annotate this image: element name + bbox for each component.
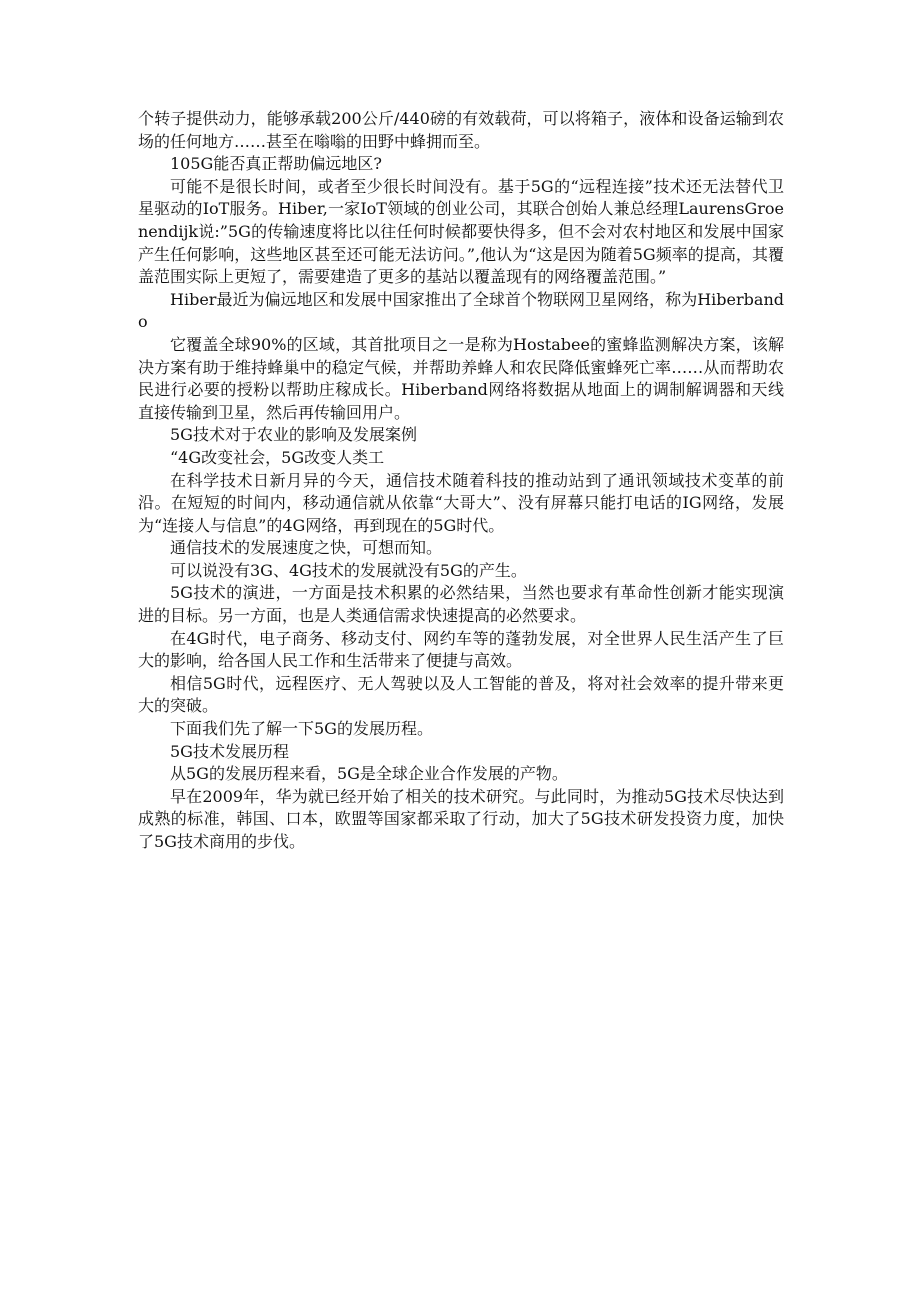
paragraph-3g-4g: 可以说没有3G、4G技术的发展就没有5G的产生。 [170,560,527,580]
paragraph-global-cooperation: 从5G的发展历程来看，5G是全球企业合作发展的产物。 [170,764,568,784]
paragraph-evolution: 5G技术的演进，一方面是技术积累的必然结果，当然也要求有革命性创新才能实现演进的目标。另一方面，也是人类通信需求快速提高的必然要求。 [138,583,784,626]
section-heading-agriculture: 5G技术对于农业的影响及发展案例 [170,425,417,445]
paragraph-4g-era: 在4G时代，电子商务、移动支付、网约车等的蓬勃发展，对全世界人民生活产生了巨大的影响，给各国人民工作和生活带来了便捷与高效。 [138,628,784,671]
paragraph-communication-tech: 在科学技术日新月异的今天，通信技术随着科技的推动站到了通讯领域技术变革的前沿。在短短的时间内，移动通信就从依靠“大哥大”、没有屏幕只能打电话的IG网络，发展为“连接人与信息”的4G网络，再到现在的5G时代。 [138,470,784,535]
paragraph-remote-connection: 可能不是很长时间，或者至少很长时间没有。基于5G的“远程连接”技术还无法替代卫星驱动的IoT服务。Hiber,一家IoT领域的创业公司，其联合创始人兼总经理LaurensGroenendijk说:”5G的传输速度将比以往任何时候都要快得多，但不会对农村地区和发展中国家产生任何影响，这些地区甚至还可能无法访问。”,他认为“这是因为随着5G频率的提高，其覆盖范围实际上更短了，需要建造了更多的基站以覆盖现有的网络覆盖范围。” [138,176,784,287]
paragraph-speed: 通信技术的发展速度之快，可想而知。 [170,538,443,558]
section-heading-remote-areas: 105G能否真正帮助偏远地区? [170,154,382,174]
section-heading-history: 5G技术发展历程 [170,741,289,761]
paragraph-continuation: 个转子提供动力，能够承载200公斤/440磅的有效载荷，可以将箱子，液体和设备运输到农场的任何地方……甚至在嗡嗡的田野中蜂拥而至。 [138,109,784,151]
section-quote: “4G改变社会，5G改变人类工 [170,447,385,467]
paragraph-2009: 早在2009年，华为就已经开始了相关的技术研究。与此同时，为推动5G技术尽快达到成熟的标准，韩国、口本，欧盟等国家都采取了行动，加大了5G技术研发投资力度，加快了5G技术商用的步伐。 [138,786,784,851]
paragraph-hiber-network: Hiber最近为偏远地区和发展中国家推出了全球首个物联网卫星网络，称为Hiberbando [138,289,784,332]
paragraph-intro-history: 下面我们先了解一下5G的发展历程。 [170,719,433,739]
paragraph-5g-era: 相信5G时代，远程医疗、无人驾驶以及人工智能的普及，将对社会效率的提升带来更大的突破。 [138,673,784,716]
paragraph-hostabee: 它覆盖全球90%的区域，其首批项目之一是称为Hostabee的蜜蜂监测解决方案，该解决方案有助于维持蜂巢中的稳定气候，并帮助养蜂人和农民降低蜜蜂死亡率……从而帮助农民进行必要的授粉以帮助庄稼成长。Hiberband网络将数据从地面上的调制解调器和天线直接传输到卫星，然后再传输回用户。 [138,334,784,422]
document-body [138,108,784,854]
